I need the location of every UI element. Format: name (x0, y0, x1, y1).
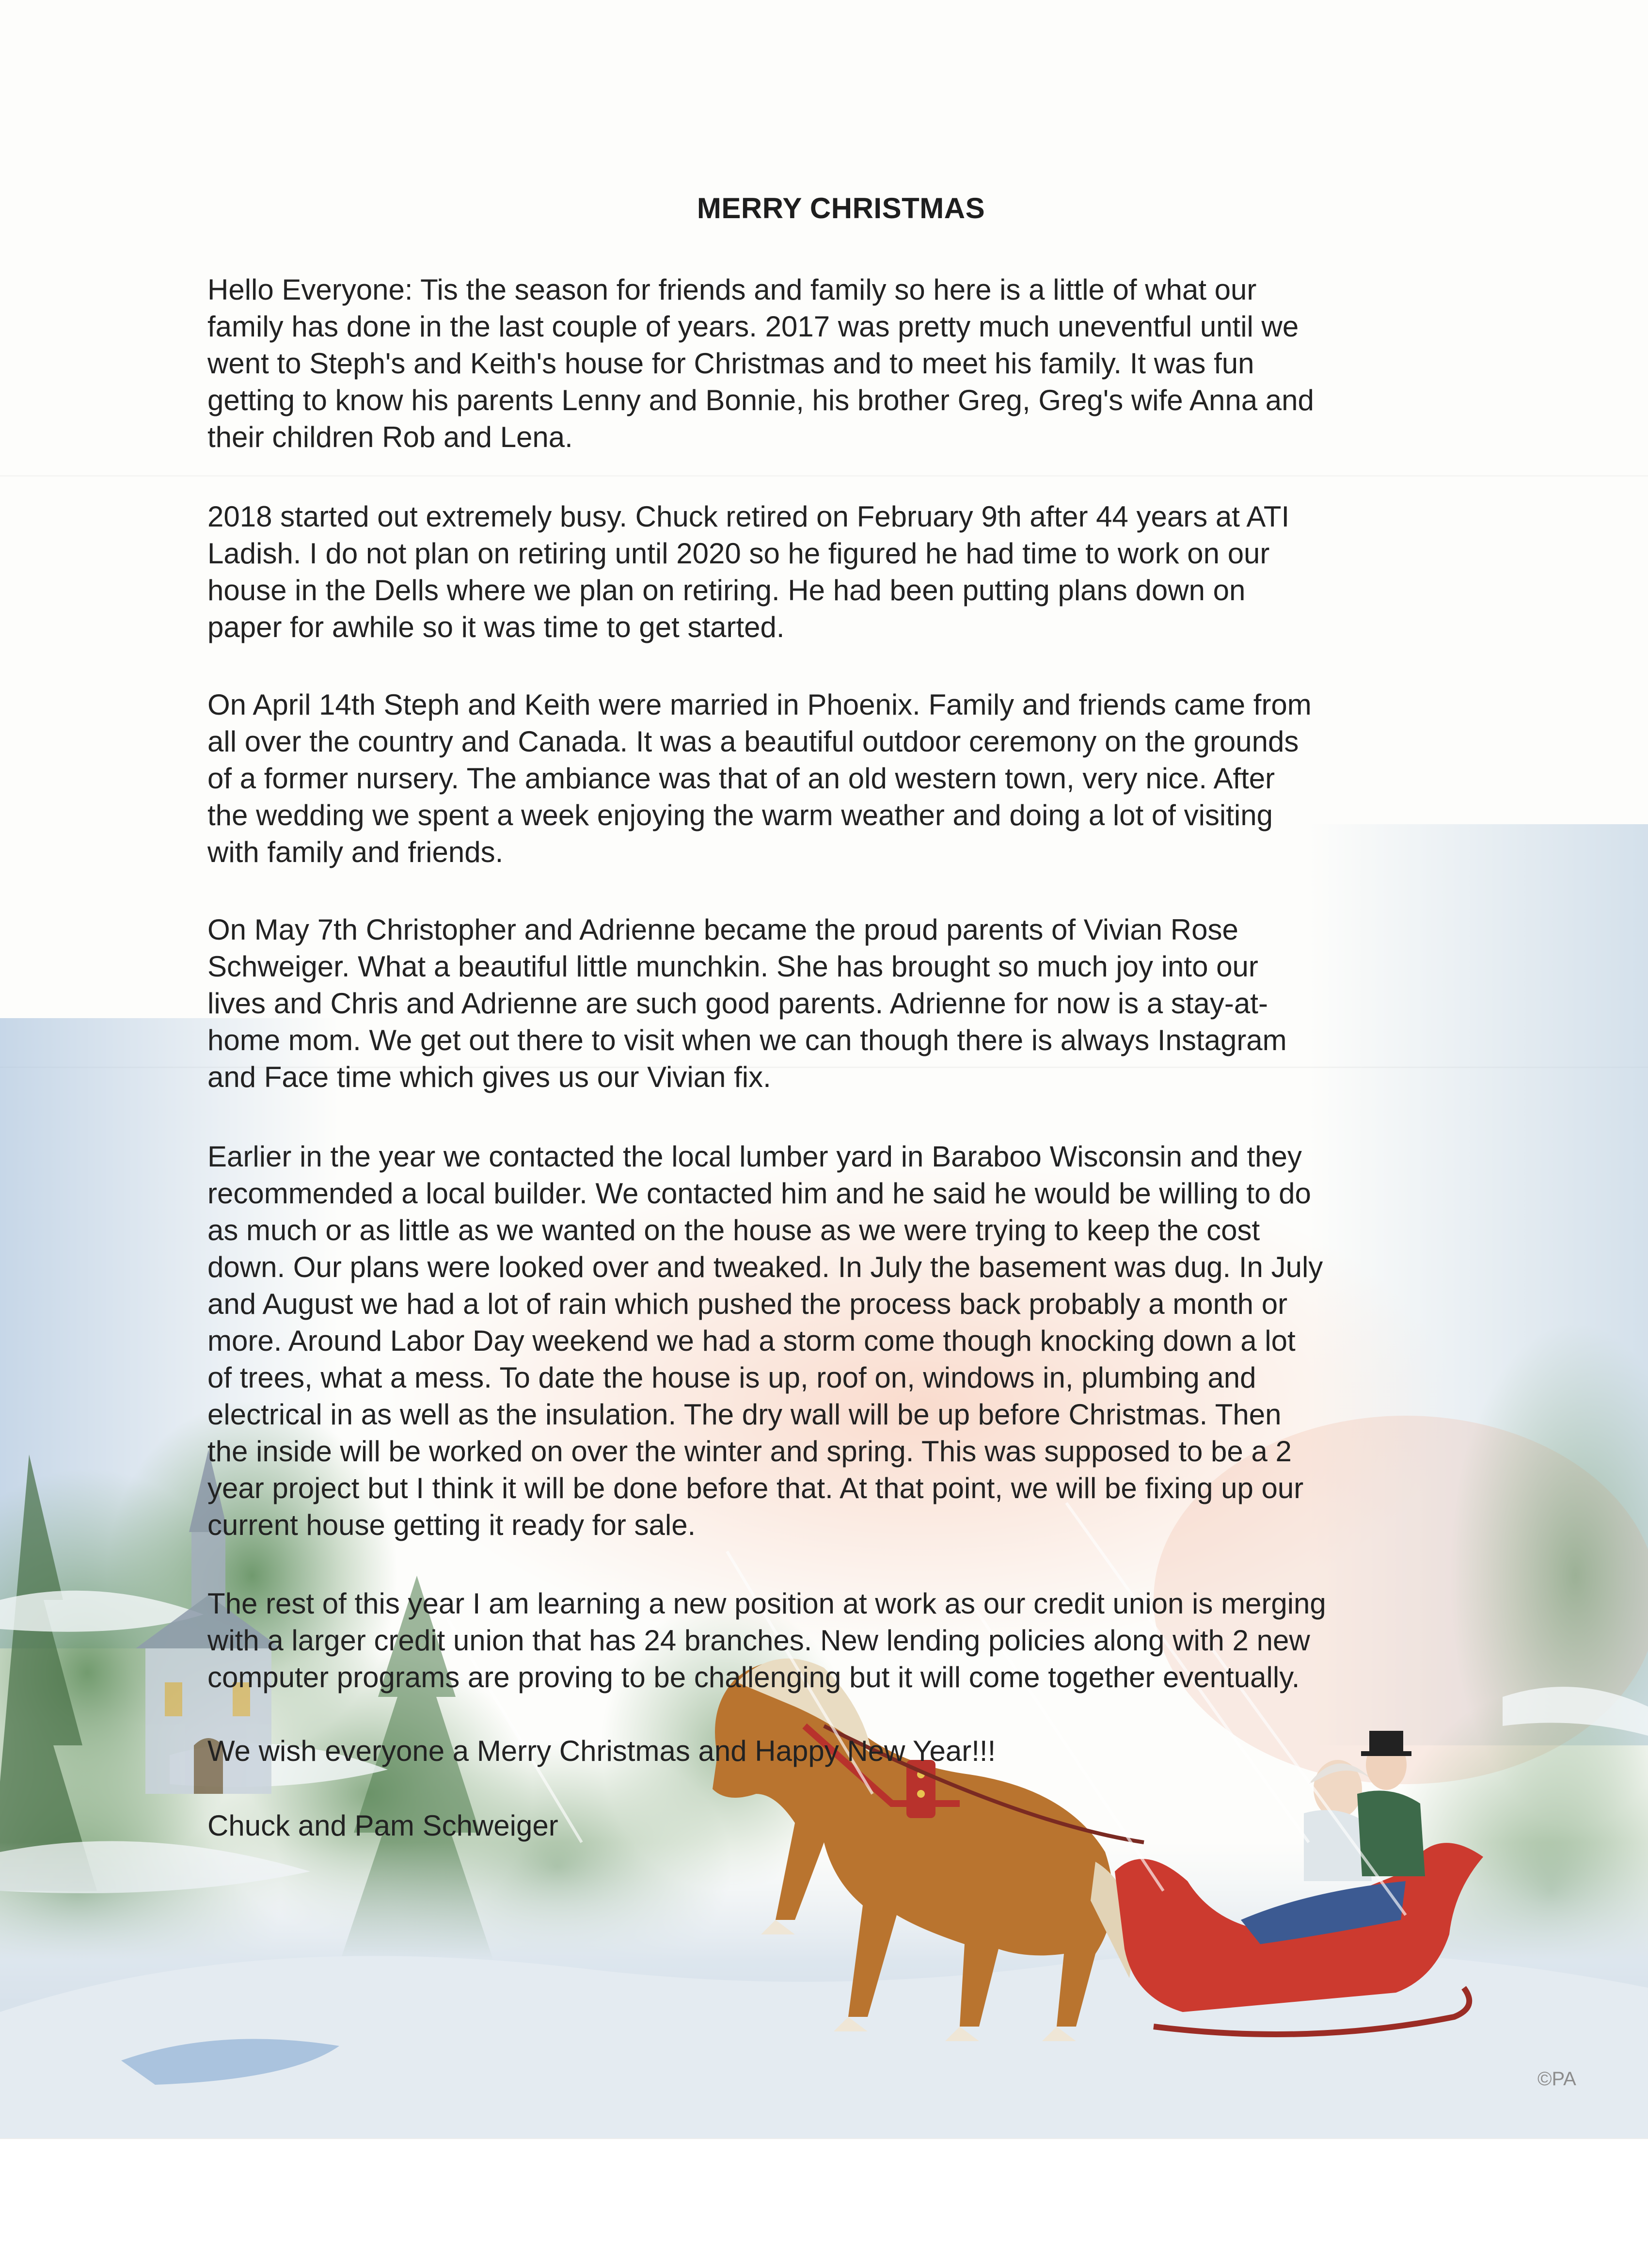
text-line: computer programs are proving to be challenging but it will come together eventually. (207, 1661, 1300, 1693)
text-line: Chuck and Pam Schweiger (207, 1809, 558, 1842)
text-line: the wedding we spent a week enjoying the warm weather and doing a lot of visiting (207, 799, 1273, 831)
text-line: more. Around Labor Day weekend we had a storm come though knocking down a lot (207, 1325, 1296, 1357)
text-line: On April 14th Steph and Keith were married in Phoenix. Family and friends came from (207, 688, 1312, 721)
text-line: down. Our plans were looked over and tweaked. In July the basement was dug. In July (207, 1251, 1323, 1283)
text-line: of a former nursery. The ambiance was that of an old western town, very nice. After (207, 762, 1275, 795)
text-line: The rest of this year I am learning a new position at work as our credit union is merging (207, 1587, 1326, 1620)
text-line: Ladish. I do not plan on retiring until 2020 so he figured he had time to work on our (207, 537, 1270, 570)
text-line: getting to know his parents Lenny and Bonnie, his brother Greg, Greg's wife Anna and (207, 384, 1314, 416)
text-line: year project but I think it will be done before that. At that point, we will be fixing up our (207, 1472, 1304, 1504)
text-line: the inside will be worked on over the winter and spring. This was supposed to be a 2 (207, 1435, 1292, 1468)
text-line: lives and Chris and Adrienne are such good parents. Adrienne for now is a stay-at- (207, 987, 1268, 1020)
text-line: with family and friends. (207, 836, 504, 868)
paragraph (207, 1585, 1477, 1696)
text-line: home mom. We get out there to visit when we can though there is always Instagram (207, 1024, 1287, 1056)
text-line: Hello Everyone: Tis the season for friends and family so here is a little of what our (207, 273, 1257, 306)
text-line: all over the country and Canada. It was a beautiful outdoor ceremony on the grounds (207, 725, 1299, 758)
paragraph (207, 1138, 1477, 1544)
text-line: current house getting it ready for sale. (207, 1509, 696, 1541)
text-line: We wish everyone a Merry Christmas and Happy New Year!!! (207, 1735, 996, 1767)
text-line: recommended a local builder. We contacted him and he said he would be willing to do (207, 1177, 1311, 1210)
paragraph (207, 911, 1477, 1096)
text-line: family has done in the last couple of years. 2017 was pretty much uneventful until we (207, 310, 1299, 343)
paragraph (207, 498, 1477, 646)
paragraph (207, 687, 1477, 871)
text-line: as much or as little as we wanted on the house as we were trying to keep the cost (207, 1214, 1260, 1246)
signature (207, 1807, 1477, 1844)
text-line: with a larger credit union that has 24 branches. New lending policies along with 2 new (207, 1624, 1310, 1657)
text-line: their children Rob and Lena. (207, 421, 573, 453)
text-line: 2018 started out extremely busy. Chuck retired on February 9th after 44 years at ATI (207, 500, 1290, 533)
text-line: electrical in as well as the insulation. The dry wall will be up before Christmas. Then (207, 1398, 1282, 1431)
text-line: of trees, what a mess. To date the house is up, roof on, windows in, plumbing and (207, 1361, 1256, 1394)
closing-line (207, 1733, 1477, 1770)
copyright-mark: ©PA (1537, 2068, 1576, 2090)
paragraph (207, 272, 1477, 456)
text-line: and Face time which gives us our Vivian fix. (207, 1061, 771, 1093)
text-line: house in the Dells where we plan on retiring. He had been putting plans down on (207, 574, 1246, 607)
text-line: and August we had a lot of rain which pushed the process back probably a month or (207, 1288, 1288, 1320)
letter-title: MERRY CHRISTMAS (697, 192, 985, 224)
text-line: Earlier in the year we contacted the local lumber yard in Baraboo Wisconsin and they (207, 1140, 1302, 1173)
text-line: went to Steph's and Keith's house for Christmas and to meet his family. It was fun (207, 347, 1254, 380)
text-line: paper for awhile so it was time to get started. (207, 611, 785, 643)
text-line: On May 7th Christopher and Adrienne became the proud parents of Vivian Rose (207, 913, 1238, 946)
scan-margin (0, 2138, 1648, 2268)
text-line: Schweiger. What a beautiful little munchkin. She has brought so much joy into our (207, 950, 1258, 983)
